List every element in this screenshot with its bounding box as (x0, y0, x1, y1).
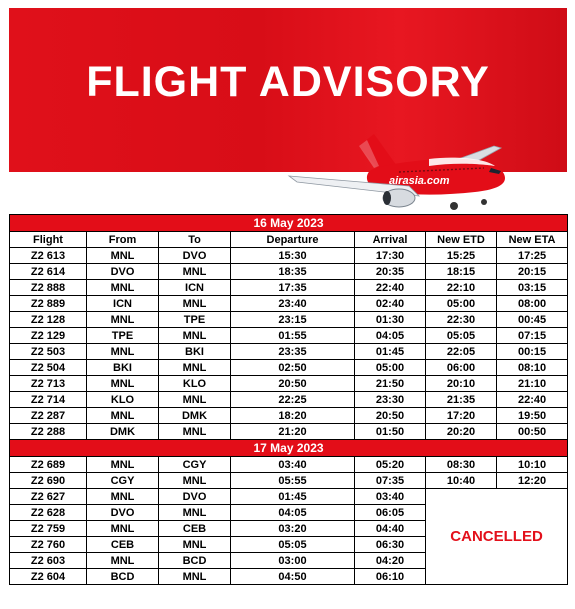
banner-title: FLIGHT ADVISORY (86, 58, 490, 106)
cancelled-status: CANCELLED (426, 489, 568, 585)
to-cell: TPE (159, 312, 231, 328)
departure-cell: 01:45 (231, 489, 355, 505)
to-cell: MNL (159, 424, 231, 440)
from-cell: DVO (87, 505, 159, 521)
new-etd-cell: 20:20 (426, 424, 497, 440)
flight-cell: Z2 128 (10, 312, 87, 328)
flight-cell: Z2 288 (10, 424, 87, 440)
new-etd-cell: 05:05 (426, 328, 497, 344)
departure-cell: 04:50 (231, 569, 355, 585)
departure-cell: 18:20 (231, 408, 355, 424)
new-etd-cell: 06:00 (426, 360, 497, 376)
flight-cell: Z2 760 (10, 537, 87, 553)
departure-cell: 23:40 (231, 296, 355, 312)
departure-cell: 03:00 (231, 553, 355, 569)
table-row (10, 248, 568, 264)
from-cell: MNL (87, 553, 159, 569)
to-cell: KLO (159, 376, 231, 392)
arrival-cell: 01:50 (355, 424, 426, 440)
new-eta-cell: 07:15 (497, 328, 568, 344)
from-cell: BCD (87, 569, 159, 585)
new-eta-cell: 20:15 (497, 264, 568, 280)
new-eta-cell: 10:10 (497, 457, 568, 473)
table-row (10, 360, 568, 376)
to-cell: BKI (159, 344, 231, 360)
to-cell: CEB (159, 521, 231, 537)
departure-cell: 23:15 (231, 312, 355, 328)
table-row (10, 473, 568, 489)
new-eta-cell: 03:15 (497, 280, 568, 296)
departure-cell: 15:30 (231, 248, 355, 264)
new-eta-cell: 21:10 (497, 376, 568, 392)
from-cell: BKI (87, 360, 159, 376)
to-cell: MNL (159, 360, 231, 376)
column-header: New ETD (426, 232, 497, 248)
new-etd-cell: 22:05 (426, 344, 497, 360)
from-cell: CGY (87, 473, 159, 489)
to-cell: MNL (159, 537, 231, 553)
table-row (10, 457, 568, 473)
departure-cell: 05:55 (231, 473, 355, 489)
departure-cell: 02:50 (231, 360, 355, 376)
arrival-cell: 01:30 (355, 312, 426, 328)
arrival-cell: 04:05 (355, 328, 426, 344)
advisory-banner (9, 8, 567, 213)
to-cell: MNL (159, 505, 231, 521)
to-cell: DVO (159, 248, 231, 264)
departure-cell: 03:40 (231, 457, 355, 473)
departure-cell: 21:20 (231, 424, 355, 440)
flight-cell: Z2 504 (10, 360, 87, 376)
flight-cell: Z2 604 (10, 569, 87, 585)
column-header: From (87, 232, 159, 248)
arrival-cell: 04:20 (355, 553, 426, 569)
new-etd-cell: 08:30 (426, 457, 497, 473)
from-cell: DMK (87, 424, 159, 440)
livery-text: airasia.com (389, 175, 450, 187)
new-eta-cell: 00:15 (497, 344, 568, 360)
departure-cell: 03:20 (231, 521, 355, 537)
new-eta-cell: 19:50 (497, 408, 568, 424)
departure-cell: 22:25 (231, 392, 355, 408)
date-header: 16 May 2023 (10, 215, 568, 232)
arrival-cell: 17:30 (355, 248, 426, 264)
departure-cell: 05:05 (231, 537, 355, 553)
new-etd-cell: 22:30 (426, 312, 497, 328)
new-eta-cell: 08:00 (497, 296, 568, 312)
new-etd-cell: 20:10 (426, 376, 497, 392)
table-row (10, 489, 568, 505)
arrival-cell: 20:35 (355, 264, 426, 280)
table-row (10, 344, 568, 360)
arrival-cell: 21:50 (355, 376, 426, 392)
flight-cell: Z2 287 (10, 408, 87, 424)
new-eta-cell: 00:50 (497, 424, 568, 440)
departure-cell: 20:50 (231, 376, 355, 392)
departure-cell: 01:55 (231, 328, 355, 344)
airplane-image (279, 126, 519, 213)
to-cell: MNL (159, 296, 231, 312)
arrival-cell: 05:00 (355, 360, 426, 376)
arrival-cell: 02:40 (355, 296, 426, 312)
arrival-cell: 06:30 (355, 537, 426, 553)
arrival-cell: 23:30 (355, 392, 426, 408)
departure-cell: 04:05 (231, 505, 355, 521)
flight-cell: Z2 603 (10, 553, 87, 569)
column-header: To (159, 232, 231, 248)
table-row (10, 408, 568, 424)
new-etd-cell: 18:15 (426, 264, 497, 280)
from-cell: MNL (87, 457, 159, 473)
flight-cell: Z2 759 (10, 521, 87, 537)
arrival-cell: 06:10 (355, 569, 426, 585)
new-eta-cell: 00:45 (497, 312, 568, 328)
arrival-cell: 22:40 (355, 280, 426, 296)
from-cell: MNL (87, 312, 159, 328)
new-etd-cell: 17:20 (426, 408, 497, 424)
column-header: Flight (10, 232, 87, 248)
arrival-cell: 06:05 (355, 505, 426, 521)
flight-cell: Z2 690 (10, 473, 87, 489)
to-cell: MNL (159, 264, 231, 280)
arrival-cell: 05:20 (355, 457, 426, 473)
new-etd-cell: 10:40 (426, 473, 497, 489)
table-row (10, 376, 568, 392)
arrival-cell: 20:50 (355, 408, 426, 424)
new-etd-cell: 22:10 (426, 280, 497, 296)
table-row (10, 296, 568, 312)
column-header: Departure (231, 232, 355, 248)
from-cell: KLO (87, 392, 159, 408)
flight-cell: Z2 613 (10, 248, 87, 264)
table-row (10, 264, 568, 280)
to-cell: BCD (159, 553, 231, 569)
new-eta-cell: 22:40 (497, 392, 568, 408)
arrival-cell: 07:35 (355, 473, 426, 489)
column-header: New ETA (497, 232, 568, 248)
to-cell: MNL (159, 392, 231, 408)
date-header: 17 May 2023 (10, 440, 568, 457)
arrival-cell: 03:40 (355, 489, 426, 505)
from-cell: MNL (87, 408, 159, 424)
flight-cell: Z2 627 (10, 489, 87, 505)
table-row (10, 312, 568, 328)
to-cell: CGY (159, 457, 231, 473)
new-etd-cell: 15:25 (426, 248, 497, 264)
flight-cell: Z2 503 (10, 344, 87, 360)
from-cell: ICN (87, 296, 159, 312)
to-cell: DVO (159, 489, 231, 505)
from-cell: DVO (87, 264, 159, 280)
flight-cell: Z2 129 (10, 328, 87, 344)
from-cell: MNL (87, 521, 159, 537)
to-cell: MNL (159, 473, 231, 489)
from-cell: MNL (87, 280, 159, 296)
flight-cell: Z2 714 (10, 392, 87, 408)
column-header: Arrival (355, 232, 426, 248)
flight-cell: Z2 628 (10, 505, 87, 521)
to-cell: DMK (159, 408, 231, 424)
flight-cell: Z2 713 (10, 376, 87, 392)
arrival-cell: 01:45 (355, 344, 426, 360)
departure-cell: 18:35 (231, 264, 355, 280)
to-cell: MNL (159, 328, 231, 344)
new-etd-cell: 05:00 (426, 296, 497, 312)
from-cell: MNL (87, 248, 159, 264)
flight-cell: Z2 888 (10, 280, 87, 296)
from-cell: TPE (87, 328, 159, 344)
to-cell: ICN (159, 280, 231, 296)
table-row (10, 280, 568, 296)
from-cell: MNL (87, 376, 159, 392)
table-row (10, 392, 568, 408)
new-eta-cell: 17:25 (497, 248, 568, 264)
flight-cell: Z2 889 (10, 296, 87, 312)
from-cell: MNL (87, 344, 159, 360)
new-etd-cell: 21:35 (426, 392, 497, 408)
departure-cell: 17:35 (231, 280, 355, 296)
from-cell: MNL (87, 489, 159, 505)
table-row (10, 424, 568, 440)
arrival-cell: 04:40 (355, 521, 426, 537)
departure-cell: 23:35 (231, 344, 355, 360)
flight-cell: Z2 614 (10, 264, 87, 280)
new-eta-cell: 12:20 (497, 473, 568, 489)
from-cell: CEB (87, 537, 159, 553)
flight-cell: Z2 689 (10, 457, 87, 473)
flight-advisory-table (9, 214, 568, 585)
new-eta-cell: 08:10 (497, 360, 568, 376)
table-row (10, 328, 568, 344)
to-cell: MNL (159, 569, 231, 585)
